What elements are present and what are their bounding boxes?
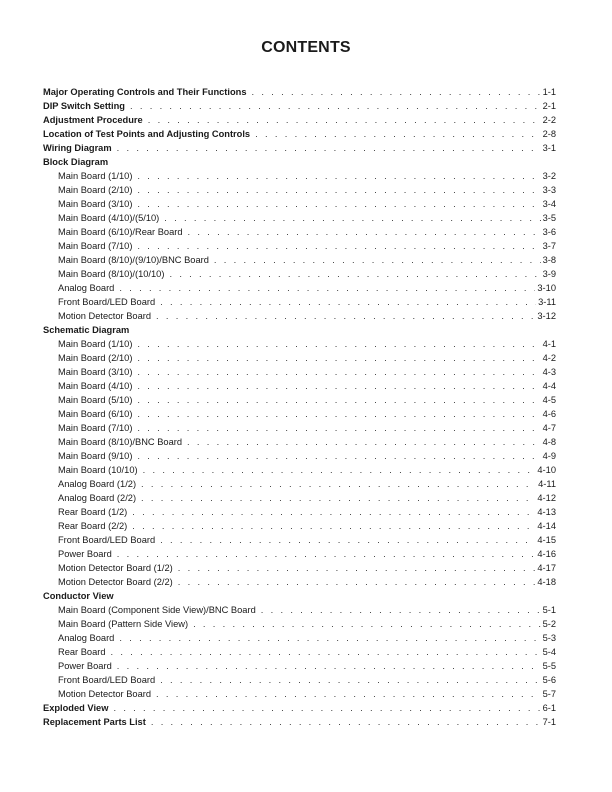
dot-leader bbox=[160, 295, 536, 309]
toc-entry bbox=[43, 99, 556, 113]
toc-entry-page-number: 4-5 bbox=[542, 395, 556, 405]
dot-leader bbox=[148, 113, 541, 127]
toc-entry-label: Main Board (8/10)/(9/10)/BNC Board bbox=[58, 255, 209, 265]
toc-entry bbox=[43, 449, 556, 463]
dot-leader bbox=[137, 393, 540, 407]
toc-entry-label: Motion Detector Board bbox=[58, 689, 152, 699]
toc-entry-page-number: 4-16 bbox=[537, 549, 556, 559]
dot-leader bbox=[255, 127, 540, 141]
dot-leader bbox=[137, 421, 540, 435]
toc-entry-label: Main Board (1/10) bbox=[58, 339, 133, 349]
toc-entry-label: Location of Test Points and Adjusting Controls bbox=[43, 129, 251, 139]
toc-entry-label: Wiring Diagram bbox=[43, 143, 112, 153]
toc-entry-label: Main Board (Pattern Side View) bbox=[58, 619, 189, 629]
toc-entry-label: Main Board (1/10) bbox=[58, 171, 133, 181]
toc-entry bbox=[43, 421, 556, 435]
toc-entry-label: Main Board (2/10) bbox=[58, 185, 133, 195]
toc-entry-label: Main Board (4/10)/(5/10) bbox=[58, 213, 160, 223]
dot-leader bbox=[137, 351, 540, 365]
dot-leader bbox=[113, 701, 540, 715]
toc-entry bbox=[43, 603, 556, 617]
dot-leader bbox=[261, 603, 541, 617]
toc-entry-page-number: 4-14 bbox=[537, 521, 556, 531]
toc-entry bbox=[43, 309, 556, 323]
dot-leader bbox=[160, 533, 535, 547]
dot-leader bbox=[130, 99, 541, 113]
toc-entry-page-number: 4-11 bbox=[538, 479, 556, 489]
dot-leader bbox=[137, 449, 540, 463]
toc-entry-page-number: 3-7 bbox=[542, 241, 556, 251]
toc-entry-label: Exploded View bbox=[43, 703, 109, 713]
toc-entry bbox=[43, 519, 556, 533]
dot-leader bbox=[214, 253, 541, 267]
dot-leader bbox=[137, 365, 540, 379]
toc-entry bbox=[43, 351, 556, 365]
toc-entry bbox=[43, 631, 556, 645]
toc-entry-page-number: 6-1 bbox=[542, 703, 556, 713]
toc-entry-page-number: 4-6 bbox=[542, 409, 556, 419]
toc-entry-page-number: 5-3 bbox=[542, 633, 556, 643]
dot-leader bbox=[137, 197, 540, 211]
toc-entry-label: Analog Board (1/2) bbox=[58, 479, 137, 489]
dot-leader bbox=[137, 407, 540, 421]
toc-entry-label: Rear Board (2/2) bbox=[58, 521, 128, 531]
toc-entry-page-number: 2-2 bbox=[542, 115, 556, 125]
toc-entry bbox=[43, 463, 556, 477]
toc-entry-label: Main Board (5/10) bbox=[58, 395, 133, 405]
toc-entry-page-number: 3-6 bbox=[542, 227, 556, 237]
toc-entry-page-number: 5-6 bbox=[542, 675, 556, 685]
dot-leader bbox=[117, 659, 541, 673]
toc-entry-label: Analog Board bbox=[58, 633, 115, 643]
toc-entry bbox=[43, 407, 556, 421]
toc-entry-label: Main Board (9/10) bbox=[58, 451, 133, 461]
dot-leader bbox=[188, 225, 541, 239]
toc-entry-page-number: 7-1 bbox=[542, 717, 556, 727]
toc-entry bbox=[43, 225, 556, 239]
toc-entry-page-number: 5-2 bbox=[542, 619, 556, 629]
toc-entry-label: Main Board (6/10)/Rear Board bbox=[58, 227, 183, 237]
toc-entry-label: Power Board bbox=[58, 549, 112, 559]
toc-entry bbox=[43, 337, 556, 351]
toc-entry-page-number: 2-8 bbox=[542, 129, 556, 139]
toc-entry bbox=[43, 645, 556, 659]
toc-entry bbox=[43, 561, 556, 575]
dot-leader bbox=[160, 673, 540, 687]
toc-entry bbox=[43, 575, 556, 589]
toc-entry-page-number: 3-11 bbox=[538, 297, 556, 307]
toc-entry-label: DIP Switch Setting bbox=[43, 101, 125, 111]
toc-entry bbox=[43, 365, 556, 379]
dot-leader bbox=[117, 141, 541, 155]
toc-entry-label: Schematic Diagram bbox=[43, 325, 130, 335]
dot-leader bbox=[252, 85, 541, 99]
toc-entry-page-number: 4-2 bbox=[542, 353, 556, 363]
dot-leader bbox=[156, 309, 535, 323]
toc-entry-page-number: 3-4 bbox=[542, 199, 556, 209]
toc-entry bbox=[43, 435, 556, 449]
toc-entry-page-number: 4-8 bbox=[542, 437, 556, 447]
dot-leader bbox=[164, 211, 540, 225]
toc-entry-page-number: 4-4 bbox=[542, 381, 556, 391]
dot-leader bbox=[169, 267, 540, 281]
toc-entry-label: Main Board (3/10) bbox=[58, 199, 133, 209]
toc-entry-label: Analog Board (2/2) bbox=[58, 493, 137, 503]
dot-leader bbox=[137, 379, 540, 393]
toc-entry-label: Main Board (10/10) bbox=[58, 465, 138, 475]
toc-entry-label: Main Board (2/10) bbox=[58, 353, 133, 363]
toc-entry-page-number: 3-9 bbox=[542, 269, 556, 279]
dot-leader bbox=[187, 435, 541, 449]
toc-entry bbox=[43, 127, 556, 141]
toc-section-heading bbox=[43, 155, 556, 169]
dot-leader bbox=[137, 183, 540, 197]
toc-entry bbox=[43, 281, 556, 295]
toc-entry-label: Analog Board bbox=[58, 283, 115, 293]
toc-entry-page-number: 3-2 bbox=[542, 171, 556, 181]
toc-entry-label: Main Board (4/10) bbox=[58, 381, 133, 391]
toc-entry bbox=[43, 211, 556, 225]
toc-entry bbox=[43, 701, 556, 715]
toc-entry-page-number: 4-9 bbox=[542, 451, 556, 461]
toc-entry-label: Adjustment Procedure bbox=[43, 115, 143, 125]
toc-entry-label: Conductor View bbox=[43, 591, 114, 601]
toc-entry bbox=[43, 673, 556, 687]
toc-section-heading bbox=[43, 589, 556, 603]
toc-entry-label: Power Board bbox=[58, 661, 112, 671]
toc-entry-label: Motion Detector Board bbox=[58, 311, 152, 321]
toc-entry-label: Block Diagram bbox=[43, 157, 109, 167]
toc-entry-label: Main Board (8/10)/(10/10) bbox=[58, 269, 165, 279]
toc-entry-label: Front Board/LED Board bbox=[58, 535, 156, 545]
toc-entry-page-number: 5-1 bbox=[542, 605, 556, 615]
toc-entry bbox=[43, 659, 556, 673]
dot-leader bbox=[141, 477, 536, 491]
toc-entry bbox=[43, 547, 556, 561]
toc-entry bbox=[43, 477, 556, 491]
toc-entry-page-number: 4-10 bbox=[537, 465, 556, 475]
dot-leader bbox=[156, 687, 541, 701]
toc-entry bbox=[43, 113, 556, 127]
toc-entry bbox=[43, 197, 556, 211]
toc-entry-label: Major Operating Controls and Their Functions bbox=[43, 87, 247, 97]
dot-leader bbox=[151, 715, 541, 729]
toc-entry bbox=[43, 687, 556, 701]
toc-section-heading bbox=[43, 323, 556, 337]
dot-leader bbox=[111, 645, 541, 659]
toc-entry bbox=[43, 505, 556, 519]
toc-entry bbox=[43, 715, 556, 729]
toc-entry-page-number: 4-13 bbox=[537, 507, 556, 517]
dot-leader bbox=[178, 575, 536, 589]
dot-leader bbox=[132, 519, 535, 533]
toc-entry-label: Replacement Parts List bbox=[43, 717, 146, 727]
toc-entry bbox=[43, 379, 556, 393]
toc-entry-label: Rear Board bbox=[58, 647, 106, 657]
toc-entry bbox=[43, 617, 556, 631]
toc-entry-label: Rear Board (1/2) bbox=[58, 507, 128, 517]
dot-leader bbox=[117, 547, 536, 561]
toc-entry-page-number: 4-12 bbox=[537, 493, 556, 503]
dot-leader bbox=[132, 505, 535, 519]
toc-entry-page-number: 3-10 bbox=[537, 283, 556, 293]
toc-entry bbox=[43, 239, 556, 253]
toc-entry-label: Main Board (7/10) bbox=[58, 241, 133, 251]
toc-entry bbox=[43, 183, 556, 197]
toc-entry-page-number: 3-8 bbox=[542, 255, 556, 265]
toc-entry-label: Main Board (Component Side View)/BNC Board bbox=[58, 605, 256, 615]
toc-entry bbox=[43, 491, 556, 505]
toc-entry bbox=[43, 295, 556, 309]
table-of-contents bbox=[43, 85, 556, 729]
dot-leader bbox=[137, 337, 540, 351]
toc-entry-page-number: 5-5 bbox=[542, 661, 556, 671]
toc-entry-page-number: 4-3 bbox=[542, 367, 556, 377]
toc-entry-page-number: 3-5 bbox=[542, 213, 556, 223]
dot-leader bbox=[137, 169, 540, 183]
toc-entry-label: Motion Detector Board (1/2) bbox=[58, 563, 173, 573]
toc-entry bbox=[43, 85, 556, 99]
toc-entry-label: Motion Detector Board (2/2) bbox=[58, 577, 173, 587]
toc-entry-label: Main Board (8/10)/BNC Board bbox=[58, 437, 183, 447]
dot-leader bbox=[119, 281, 535, 295]
dot-leader bbox=[193, 617, 541, 631]
toc-entry-page-number: 3-1 bbox=[542, 143, 556, 153]
toc-entry-label: Front Board/LED Board bbox=[58, 675, 156, 685]
dot-leader bbox=[119, 631, 540, 645]
toc-entry-page-number: 4-17 bbox=[537, 563, 556, 573]
toc-entry-page-number: 3-3 bbox=[542, 185, 556, 195]
toc-entry bbox=[43, 169, 556, 183]
toc-entry-label: Main Board (3/10) bbox=[58, 367, 133, 377]
dot-leader bbox=[143, 463, 536, 477]
toc-entry bbox=[43, 533, 556, 547]
dot-leader bbox=[178, 561, 536, 575]
toc-entry-page-number: 5-7 bbox=[542, 689, 556, 699]
toc-entry bbox=[43, 253, 556, 267]
toc-entry-page-number: 4-7 bbox=[542, 423, 556, 433]
toc-entry-label: Main Board (7/10) bbox=[58, 423, 133, 433]
toc-entry-page-number: 4-15 bbox=[537, 535, 556, 545]
toc-entry bbox=[43, 267, 556, 281]
dot-leader bbox=[137, 239, 540, 253]
toc-entry-label: Front Board/LED Board bbox=[58, 297, 156, 307]
page-title: CONTENTS bbox=[261, 39, 351, 56]
toc-entry-page-number: 4-18 bbox=[537, 577, 556, 587]
toc-entry-label: Main Board (6/10) bbox=[58, 409, 133, 419]
dot-leader bbox=[141, 491, 535, 505]
toc-entry-page-number: 1-1 bbox=[542, 87, 556, 97]
toc-entry bbox=[43, 141, 556, 155]
toc-entry-page-number: 3-12 bbox=[537, 311, 556, 321]
toc-entry-page-number: 4-1 bbox=[542, 339, 556, 349]
toc-entry bbox=[43, 393, 556, 407]
toc-entry-page-number: 5-4 bbox=[542, 647, 556, 657]
toc-entry-page-number: 2-1 bbox=[542, 101, 556, 111]
